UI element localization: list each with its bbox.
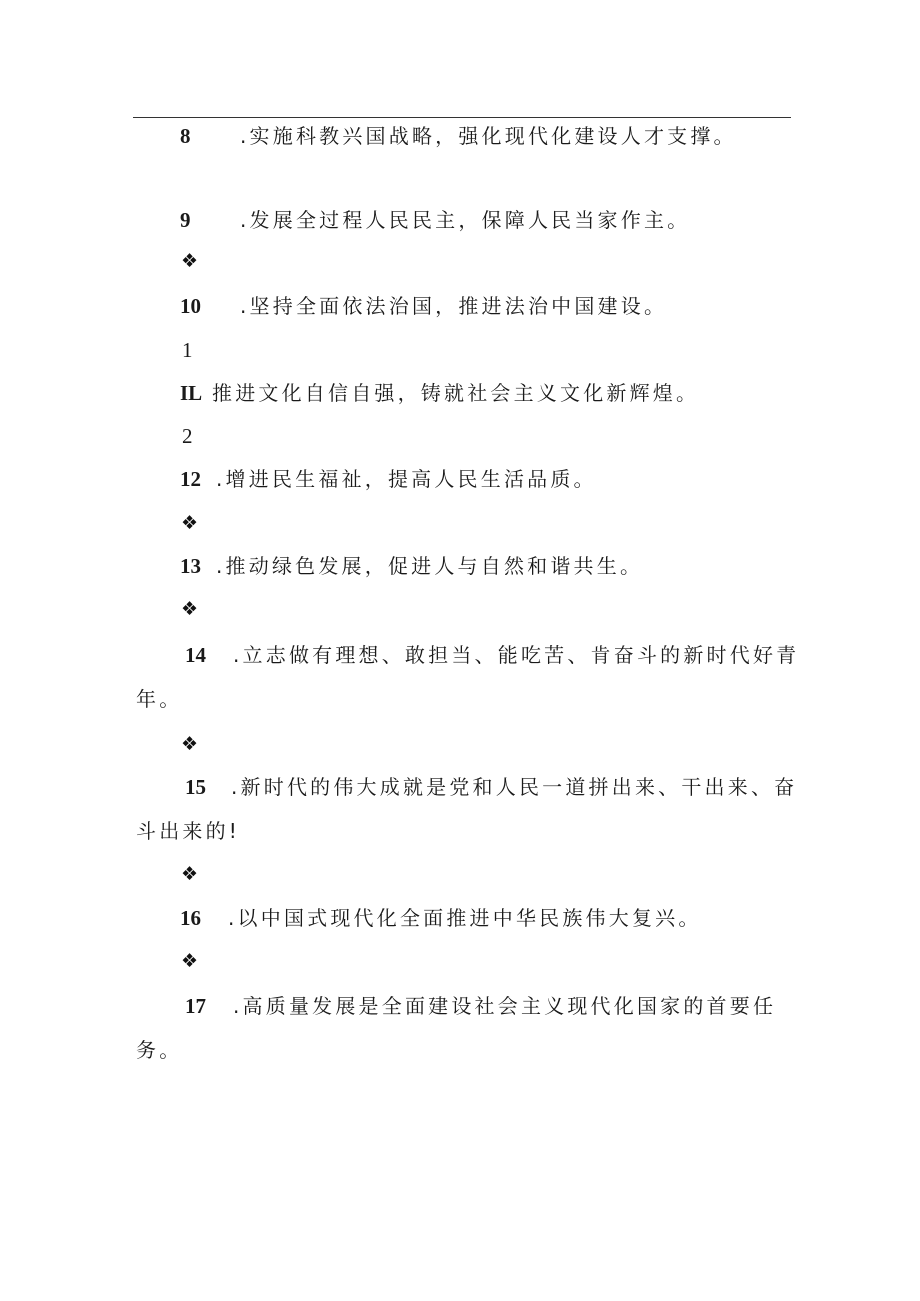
- list-item: [180, 122, 737, 150]
- header-rule: [133, 117, 791, 118]
- item-number: 9: [180, 208, 191, 232]
- item-number: 15: [185, 775, 206, 799]
- bullet-diamond-icon: ❖: [181, 950, 199, 972]
- item-number: 17: [185, 994, 206, 1018]
- list-item: [185, 641, 799, 669]
- bullet-diamond-icon: ❖: [181, 598, 199, 620]
- item-text: .以中国式现代化全面推进中华民族伟大复兴。: [228, 906, 702, 930]
- bullet-diamond-icon: ❖: [181, 863, 199, 885]
- item-text: .推动绿色发展，促进人与自然和谐共生。: [216, 554, 644, 578]
- list-item: [185, 992, 776, 1020]
- item-text-continuation: 斗出来的!: [136, 819, 241, 843]
- item-text: .新时代的伟大成就是党和人民一道拼出来、干出来、奋: [231, 775, 798, 799]
- item-text: .立志做有理想、敢担当、能吃苦、肯奋斗的新时代好青: [233, 643, 800, 667]
- stray-number: 1: [182, 338, 195, 362]
- stray-number: 2: [182, 424, 195, 448]
- list-item: [180, 465, 597, 493]
- item-number: 12: [180, 467, 201, 491]
- item-text: .实施科教兴国战略，强化现代化建设人才支撑。: [240, 124, 737, 148]
- item-text-continuation: 务。: [136, 1038, 183, 1062]
- item-text: 推进文化自信自强，铸就社会主义文化新辉煌。: [212, 381, 700, 405]
- item-number: IL: [180, 381, 203, 405]
- item-number: 13: [180, 554, 201, 578]
- list-item: [185, 773, 797, 801]
- list-item: [180, 206, 690, 234]
- list-item: [180, 292, 667, 320]
- list-item: [180, 552, 643, 580]
- bullet-diamond-icon: ❖: [181, 733, 199, 755]
- list-item: [180, 379, 699, 407]
- bullet-diamond-icon: ❖: [181, 250, 199, 272]
- item-number: 14: [185, 643, 206, 667]
- item-text-continuation: 年。: [136, 687, 183, 711]
- item-number: 10: [180, 294, 201, 318]
- item-number: 8: [180, 124, 191, 148]
- bullet-diamond-icon: ❖: [181, 512, 199, 534]
- list-item: [180, 904, 702, 932]
- item-text: .增进民生福祉，提高人民生活品质。: [216, 467, 597, 491]
- item-number: 16: [180, 906, 201, 930]
- item-text: .高质量发展是全面建设社会主义现代化国家的首要任: [233, 994, 777, 1018]
- item-text: .发展全过程人民民主，保障人民当家作主。: [240, 208, 691, 232]
- item-text: .坚持全面依法治国，推进法治中国建设。: [240, 294, 668, 318]
